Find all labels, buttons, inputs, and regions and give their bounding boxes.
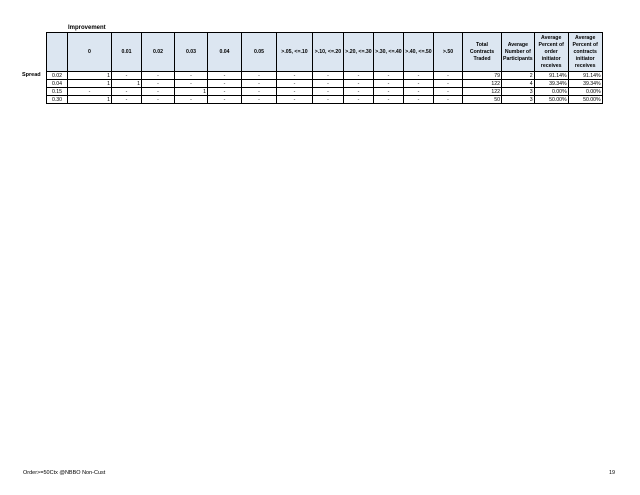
improvement-table <box>46 32 603 104</box>
spread-label: Spread <box>22 72 41 78</box>
table-cell: - <box>175 72 208 80</box>
table-cell: 50.00% <box>534 96 568 104</box>
spread-header-cell <box>47 33 68 72</box>
table-cell: - <box>175 96 208 104</box>
table-cell: 1 <box>68 72 112 80</box>
table-cell: 4 <box>502 80 535 88</box>
table-cell: 3 <box>502 88 535 96</box>
table-cell: - <box>175 80 208 88</box>
table-cell: 0.00% <box>534 88 568 96</box>
header-row <box>47 33 603 72</box>
spread-value-cell: 0.02 <box>47 72 68 80</box>
spread-value-cell: 0.04 <box>47 80 68 88</box>
column-header: >.10, <=.20 <box>313 33 344 72</box>
table-row <box>47 72 603 80</box>
column-header: >.50 <box>434 33 463 72</box>
table-cell: - <box>112 88 142 96</box>
spread-value-cell: 0.30 <box>47 96 68 104</box>
table-cell: - <box>313 80 344 88</box>
table-cell: - <box>208 80 242 88</box>
table-cell: - <box>208 96 242 104</box>
table-cell: - <box>404 72 434 80</box>
column-header: 0.02 <box>142 33 175 72</box>
table-cell: - <box>277 88 313 96</box>
table-cell: - <box>434 96 463 104</box>
column-header: Average Percent of contracts initiator receives <box>568 33 602 72</box>
table-cell: - <box>277 96 313 104</box>
table-row <box>47 96 603 104</box>
column-header: >.40, <=.50 <box>404 33 434 72</box>
table-cell: - <box>344 72 374 80</box>
column-header: 0.03 <box>175 33 208 72</box>
table-cell: - <box>374 96 404 104</box>
table-row <box>47 80 603 88</box>
table-cell: 79 <box>463 72 502 80</box>
page-number: 19 <box>609 470 616 476</box>
table-cell: 3 <box>502 96 535 104</box>
table-cell: 39.34% <box>534 80 568 88</box>
column-header: >.05, <=.10 <box>277 33 313 72</box>
table-cell: 39.34% <box>568 80 602 88</box>
footer-title: Order>=50Ctx @NBBO Non-Cust <box>23 470 106 476</box>
column-header: Total Contracts Traded <box>463 33 502 72</box>
table-cell: - <box>374 72 404 80</box>
table-cell: 1 <box>112 80 142 88</box>
table-cell: - <box>313 72 344 80</box>
table-cell: - <box>374 80 404 88</box>
table-cell: - <box>404 80 434 88</box>
table-cell: - <box>277 72 313 80</box>
column-header: Average Percent of order initiator receives <box>534 33 568 72</box>
improvement-label: Improvement <box>68 25 106 31</box>
table-cell: 2 <box>502 72 535 80</box>
spread-value-cell: 0.15 <box>47 88 68 96</box>
table-cell: 91.14% <box>534 72 568 80</box>
table-cell: - <box>142 88 175 96</box>
table-cell: - <box>68 88 112 96</box>
column-header: 0.01 <box>112 33 142 72</box>
table-cell: - <box>404 96 434 104</box>
table-cell: - <box>404 88 434 96</box>
table-cell: 50.00% <box>568 96 602 104</box>
table-row <box>47 88 603 96</box>
column-header: 0 <box>68 33 112 72</box>
column-header: >.30, <=.40 <box>374 33 404 72</box>
table-cell: 1 <box>68 80 112 88</box>
table-cell: - <box>434 72 463 80</box>
table-cell: - <box>313 96 344 104</box>
column-header: >.20, <=.30 <box>344 33 374 72</box>
table-cell: - <box>242 88 277 96</box>
table-cell: 0.00% <box>568 88 602 96</box>
table-cell: - <box>242 72 277 80</box>
table-cell: 1 <box>68 96 112 104</box>
table-cell: - <box>344 88 374 96</box>
table-cell: 122 <box>463 80 502 88</box>
table-cell: - <box>434 88 463 96</box>
table-cell: - <box>142 72 175 80</box>
table-cell: - <box>112 72 142 80</box>
table-cell: - <box>434 80 463 88</box>
column-header: 0.04 <box>208 33 242 72</box>
table-cell: - <box>112 96 142 104</box>
table-cell: - <box>208 88 242 96</box>
table-cell: - <box>344 80 374 88</box>
table-cell: - <box>344 96 374 104</box>
table-cell: - <box>242 80 277 88</box>
column-header: Average Number of Participants <box>502 33 535 72</box>
table-cell: - <box>142 96 175 104</box>
table-cell: 1 <box>175 88 208 96</box>
table-cell: 122 <box>463 88 502 96</box>
table-cell: - <box>242 96 277 104</box>
table-cell: - <box>374 88 404 96</box>
table-cell: 91.14% <box>568 72 602 80</box>
table-cell: - <box>313 88 344 96</box>
table-cell: 50 <box>463 96 502 104</box>
column-header: 0.05 <box>242 33 277 72</box>
table-cell: - <box>277 80 313 88</box>
table-cell: - <box>208 72 242 80</box>
table-cell: - <box>142 80 175 88</box>
